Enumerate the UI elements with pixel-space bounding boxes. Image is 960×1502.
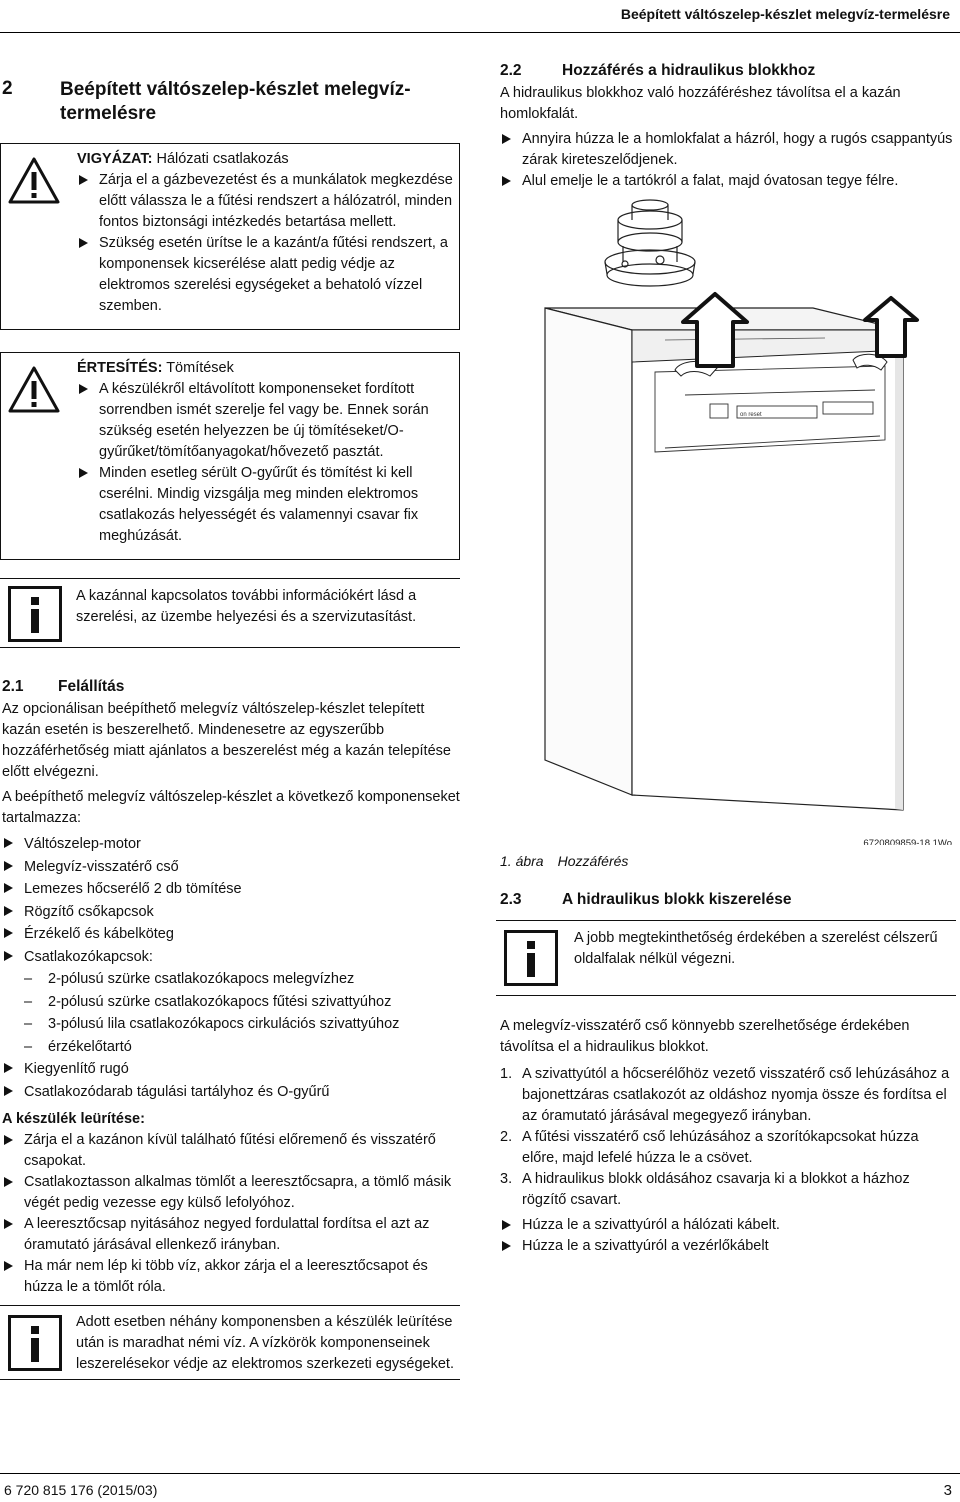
info-box: [0, 1305, 460, 1380]
drain-item: Ha már nem lép ki több víz, akkor zárja el a leeresztőcsapot és húzza le a tömlőt róla.: [2, 1256, 460, 1298]
warning-triangle-icon: [7, 156, 61, 206]
step-item: 3. A hidraulikus blokk oldásához csavarja ki a blokkot a házhoz rögzítő csavart.: [500, 1171, 910, 1208]
component-item: Kiegyenlítő rugó: [2, 1058, 460, 1081]
component-item: Lemezes hőcserélő 2 db tömítése: [2, 878, 460, 901]
warning-triangle-icon: [7, 365, 61, 415]
notice-label: ÉRTESÍTÉS:: [77, 360, 163, 376]
header-rule: [0, 32, 960, 33]
section-heading: 2.1 Felállítás: [2, 678, 125, 695]
footer-rule: [0, 1473, 960, 1474]
figure-caption: 1. ábra Hozzáférés: [500, 853, 629, 869]
caution-item: Zárja el a gázbevezetést és a munkálatok megkezdése előtt válassza le a fűtési rendszert a hálózatról, minden fontos biztonsági intézkedés betartása mellett.: [77, 170, 455, 233]
notice-item: Minden esetleg sérült O-gyűrűt és tömítést ki kell cserélni. Mindig vizsgálja meg minden elektromos csatlakozás helyességét és valamennyi csavar fix meghúzását.: [77, 463, 455, 547]
section-heading: 2.3 A hidraulikus blokk kiszerelése: [500, 891, 792, 908]
caution-label: VIGYÁZAT:: [77, 151, 153, 167]
info-box: [0, 578, 460, 648]
access-item: Annyira húzza le a homlokfalat a házról, hogy a rugós csappantyús zárak kireteszelődjenek.: [500, 129, 956, 171]
page-number: 3: [943, 1482, 952, 1499]
paragraph: Az opcionálisan beépíthető melegvíz váltószelep-készlet telepített kazán esetén is beszerelhető. Mindenesetre az egyszerűbb hozzáférhetőség miatt ajánlatos a beszerelést még a kazán telepítése előtt elvégezni.: [2, 701, 451, 780]
drain-item: Zárja el a kazánon kívül található fűtési előremenő és visszatérő csapokat.: [2, 1130, 460, 1172]
component-item: Melegvíz-visszatérő cső: [2, 856, 460, 879]
step-item: 1. A szivattyútól a hőcserélőhöz vezető visszatérő cső lehúzásához a bajonettzáras csatlakozót az oldáshoz nyomja össze és fordítsa el az óramutató járásával megegyező irányban.: [500, 1066, 950, 1124]
paragraph: A hidraulikus blokkhoz való hozzáféréshez távolítsa el a kazán homlokfalát.: [500, 85, 901, 122]
figure-code: 6720809859-18.1Wo: [863, 838, 952, 845]
drain-item: A leeresztőcsap nyitásához negyed fordulattal fordítsa el azt az óramutató járásával ellenkező irányban.: [2, 1214, 460, 1256]
paragraph: A melegvíz-visszatérő cső könnyebb szerelhetősége érdekében távolítsa el a hidraulikus blokkot.: [500, 1018, 910, 1055]
info-icon: [8, 586, 62, 642]
terminal-item: – 3-pólusú lila csatlakozókapocs cirkulációs szivattyúhoz: [2, 1013, 460, 1036]
removal-item: Húzza le a szivattyúról a vezérlőkábelt: [500, 1236, 956, 1257]
chapter-title: Beépített váltószelep-készlet melegvíz-termelésre: [60, 79, 411, 124]
info-icon: [8, 1315, 62, 1371]
notice-topic: Tömítések: [166, 360, 234, 376]
removal-item: Húzza le a szivattyúról a hálózati kábelt.: [500, 1215, 956, 1236]
terminal-item: – 2-pólusú szürke csatlakozókapocs melegvízhez: [2, 968, 460, 991]
component-item: Rögzítő csőkapcsok: [2, 901, 460, 924]
info-text: A kazánnal kapcsolatos további információkért lásd a szerelési, az üzembe helyezési és a szervizutasítást.: [76, 588, 417, 625]
terminal-item: – 2-pólusú szürke csatlakozókapocs fűtési szivattyúhoz: [2, 991, 460, 1014]
component-item: Csatlakozódarab tágulási tartályhoz és O-gyűrű: [2, 1081, 460, 1104]
component-item: Váltószelep-motor: [2, 833, 460, 856]
chapter-number: 2: [2, 78, 13, 99]
info-box: [496, 920, 956, 996]
notice-box: [0, 352, 460, 560]
terminal-item: – érzékelőtartó: [2, 1036, 460, 1059]
document-number: 6 720 815 176 (2015/03): [4, 1482, 158, 1498]
info-text: Adott esetben néhány komponensben a készülék leürítése után is maradhat némi víz. A vízkörök komponenseinek leszerelésekor védje az elektromos szerkezeti egységeket.: [76, 1314, 454, 1372]
caution-item: Szükség esetén ürítse le a kazánt/a fűtési rendszert, a komponensek kicserélése alatt pedig védje az elektromos szerelési egységeket a behatoló vízzel szemben.: [77, 233, 455, 317]
step-item: 2. A fűtési visszatérő cső lehúzásához a szorítókapcsokat húzza előre, majd lefelé húzza le a csövet.: [500, 1129, 919, 1166]
info-icon: [504, 930, 558, 986]
info-text: A jobb megtekinthetőség érdekében a szerelést célszerű oldalfalak nélkül végezni.: [574, 930, 938, 967]
section-heading: 2.2 Hozzáférés a hidraulikus blokkhoz: [500, 62, 816, 79]
component-item: Érzékelő és kábelköteg: [2, 923, 460, 946]
svg-text:on reset: on reset: [740, 412, 762, 418]
boiler-illustration: [505, 190, 955, 845]
caution-topic: Hálózati csatlakozás: [156, 151, 289, 167]
drain-heading: A készülék leürítése:: [2, 1111, 145, 1127]
component-item: Csatlakozókapcsok:: [2, 946, 460, 969]
running-header: Beépített váltószelep-készlet melegvíz-termelésre: [620, 6, 950, 22]
caution-box: [0, 143, 460, 330]
notice-item: A készülékről eltávolított komponenseket fordított sorrendben ismét szerelje fel vagy be. Ennek során szükség esetén helyezzen be új tömítéseket/O-gyűrűket/tömítőanyagokat/hővezető pasztát.: [77, 379, 455, 463]
paragraph: A beépíthető melegvíz váltószelep-készlet a következő komponenseket tartalmazza:: [2, 789, 460, 826]
drain-item: Csatlakoztasson alkalmas tömlőt a leeresztőcsapra, a tömlő másik végét pedig vezesse egy külső lefolyóhoz.: [2, 1172, 460, 1214]
access-item: Alul emelje le a tartókról a falat, majd óvatosan tegye félre.: [500, 171, 956, 192]
